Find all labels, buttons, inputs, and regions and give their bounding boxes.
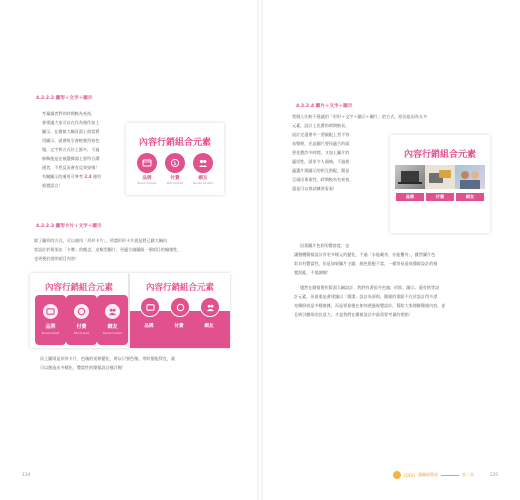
earned-icon-circle — [200, 297, 220, 317]
slide-title: 內容行銷組合元素 — [403, 150, 476, 160]
paragraph-line: 且吸引聽眾的注意力，才是我們在簡報設計中最需要考量的要點！ — [294, 312, 413, 317]
paragraph-line: 元素，設計上花費的時間較長， — [292, 123, 350, 128]
paragraph-line: 考量讀者對作時間較為充裕， — [42, 111, 96, 116]
paragraph-line: 適選片與圖示的相互搭配，簡是 — [292, 168, 350, 173]
brand-icon — [142, 158, 152, 168]
paragraph-line: 覺混亂、不協調喔！ — [294, 270, 331, 275]
money-icon — [170, 158, 180, 168]
section-4-2-2-3-text — [34, 236, 232, 263]
example-slide-cards-pink — [130, 273, 230, 348]
section-4-2-2-4-intro — [292, 112, 492, 130]
earned-label: 網友 — [198, 176, 208, 181]
footer-chapter: 第三章 — [462, 472, 474, 477]
running-footer — [393, 471, 474, 479]
section-4-2-2-2-text — [42, 109, 130, 190]
paragraph-line: 設計完還會多一要搞配上者不容 — [292, 132, 350, 137]
paragraph-line: 因著圖片色彩的豐富度，也 — [300, 243, 350, 248]
friends-image — [455, 165, 485, 189]
earned-label: 網友 — [107, 324, 118, 330]
brand-icon — [146, 303, 155, 312]
paragraph-line: 可以創造出多樣化、豐富性的簡報設計樣式喔！ — [40, 365, 126, 370]
section-summary-text — [294, 283, 504, 319]
paid-icon-circle — [165, 153, 185, 173]
card-payment-image — [425, 165, 455, 189]
footer-brand: LOGO — [403, 472, 415, 478]
paragraph-line: 呈現出專業性，時間較為有充裕， — [292, 177, 354, 182]
footer-divider — [441, 475, 459, 476]
paragraph-line: 會建議大家可以在作為運作加上 — [42, 120, 100, 125]
earned-label: 網友 — [204, 324, 214, 329]
paragraph-line: 修飾後是在被選擇器上要符合溝 — [42, 156, 100, 161]
paragraph-line: 也更便於說明項目內容！ — [34, 256, 80, 261]
money-icon — [176, 303, 185, 312]
paragraph-line: 儘然在簡報製作版面大綱設計，我們有著很多色塊、形狀，圖示，還有搭等設 — [300, 285, 440, 290]
section-heading-4-2-2-3: 4.2.2.3 圖形卡片＋文字＋圖示 — [36, 224, 102, 229]
paid-tag: 付費 — [426, 193, 454, 201]
book-gutter — [257, 0, 263, 500]
section-heading-4-2-2-2: 4.2.2.2 圖形＋文字＋圖示 — [36, 96, 93, 101]
paid-sublabel: Paid Content — [73, 332, 90, 335]
section-heading-4-2-2-4: 4.2.2.4 圖片＋文字＋圖示 — [296, 104, 353, 109]
slide-title: 內容行銷組合元素 — [138, 138, 211, 148]
brand-tag: 品牌 — [396, 193, 424, 201]
paid-label: 付費 — [174, 324, 184, 329]
example-slide-cards-white — [30, 273, 128, 348]
brand-card — [35, 295, 66, 345]
brand-icon — [43, 304, 58, 319]
paragraph-line: 塊，文字和方式好上都多，不過 — [42, 147, 100, 152]
paid-sublabel: Paid Content — [166, 182, 184, 185]
paragraph-line: 用圖示，就會吸引會較強烈效色 — [42, 138, 100, 143]
brand-sublabel: Brand Content — [41, 332, 60, 335]
right-page — [260, 0, 520, 500]
paid-icon-circle — [170, 297, 190, 317]
paragraph-line: 適切性，就更令人頭痛，不過搭 — [292, 159, 350, 164]
paragraph-line: 易整理，光是圖片要找適合的就 — [292, 141, 350, 146]
paragraph-line: 視覺語言！ — [42, 183, 63, 188]
reference-highlight: 2.4 — [84, 174, 92, 179]
section-color-text — [294, 241, 504, 277]
paragraph-line: 計元素，但最重是會建議以「簡潔」設計為原則，簡報的重點不在於設計得多漂 — [294, 294, 438, 299]
earned-photo — [455, 165, 485, 189]
footer-book-title: 讓職場簡報 — [418, 472, 438, 477]
brand-sublabel: Brand Content — [137, 182, 157, 185]
paragraph-line: 讓整體簡報設計有更多樣元的變化，不過「水能載舟，亦能覆舟」，雖然圖片色 — [294, 252, 436, 257]
brand-photo — [395, 165, 425, 189]
users-icon — [105, 304, 120, 319]
paid-photo — [425, 165, 455, 189]
paragraph-line: 通者，不然反而會有反效果哦！ — [42, 165, 100, 170]
users-icon — [198, 158, 208, 168]
paid-card — [66, 295, 97, 345]
section-4-2-2-4-text — [292, 130, 384, 193]
earned-card — [97, 295, 128, 345]
paragraph-line: 亮繽紛或是多樣複雜，而是要最後在如何透過視覺設計，幫助大家理解簡報內容，並 — [294, 303, 446, 308]
paragraph-line: 而上圖則是形形卡片，色塊的延伸變化，所以只要色塊、形狀搭配得宜，就 — [40, 356, 176, 361]
earned-sublabel: Earned Content — [103, 332, 122, 335]
earned-sublabel: Earned Content — [192, 182, 214, 185]
money-icon — [74, 304, 89, 319]
example-slide-photos — [390, 135, 490, 233]
brand-label: 品牌 — [142, 176, 152, 181]
page-number-right: 135 — [489, 473, 498, 478]
paid-label: 付費 — [76, 324, 87, 330]
paragraph-line: 圖示，在簡報大綱頁面上相當實 — [42, 129, 100, 134]
laptop-image — [395, 165, 425, 189]
closing-text-left — [40, 354, 236, 372]
paragraph-line: 還是可以嘗試練習看看！ — [292, 186, 338, 191]
users-icon — [206, 303, 215, 312]
example-slide-circle-icons — [126, 123, 224, 195]
paragraph-line: 除了圖形的方式，可以運用「形形卡片」，所謂形形卡片就是將已籍大綱內 — [34, 238, 168, 243]
paragraph-line: 有關圖示的運用可參考 2.4 運用 — [42, 174, 102, 179]
brand-label: 品牌 — [144, 324, 154, 329]
page-number-left: 134 — [22, 473, 31, 478]
paragraph-line: 容設計於框架出「卡牌」的概念，這類型圖片，更適合做圖級一個項目的編號性， — [34, 247, 182, 252]
svg-text:$: $ — [173, 161, 177, 167]
brand-icon-circle — [140, 297, 160, 317]
earned-icon-circle — [193, 153, 213, 173]
publisher-logo-icon — [393, 471, 401, 479]
paragraph-line: 我個人比較不建議用「形形＋文字＋圖示＋圖片」的方式，原因是因為太多 — [292, 114, 428, 119]
paragraph-line: 彩具有豐富性，但是如果圖片主題、顏色搭配不當，一樣容易造成簡報設計的視 — [294, 261, 438, 266]
brand-icon-circle — [137, 153, 157, 173]
paragraph-line: 要花費許多時間，又加上圖片的 — [292, 150, 350, 155]
slide-title: 內容行銷組合元素 — [145, 283, 214, 293]
slide-title: 內容行銷組合元素 — [44, 283, 113, 293]
brand-label: 品牌 — [45, 324, 56, 330]
paid-label: 付費 — [170, 176, 180, 181]
earned-tag: 網友 — [456, 193, 484, 201]
